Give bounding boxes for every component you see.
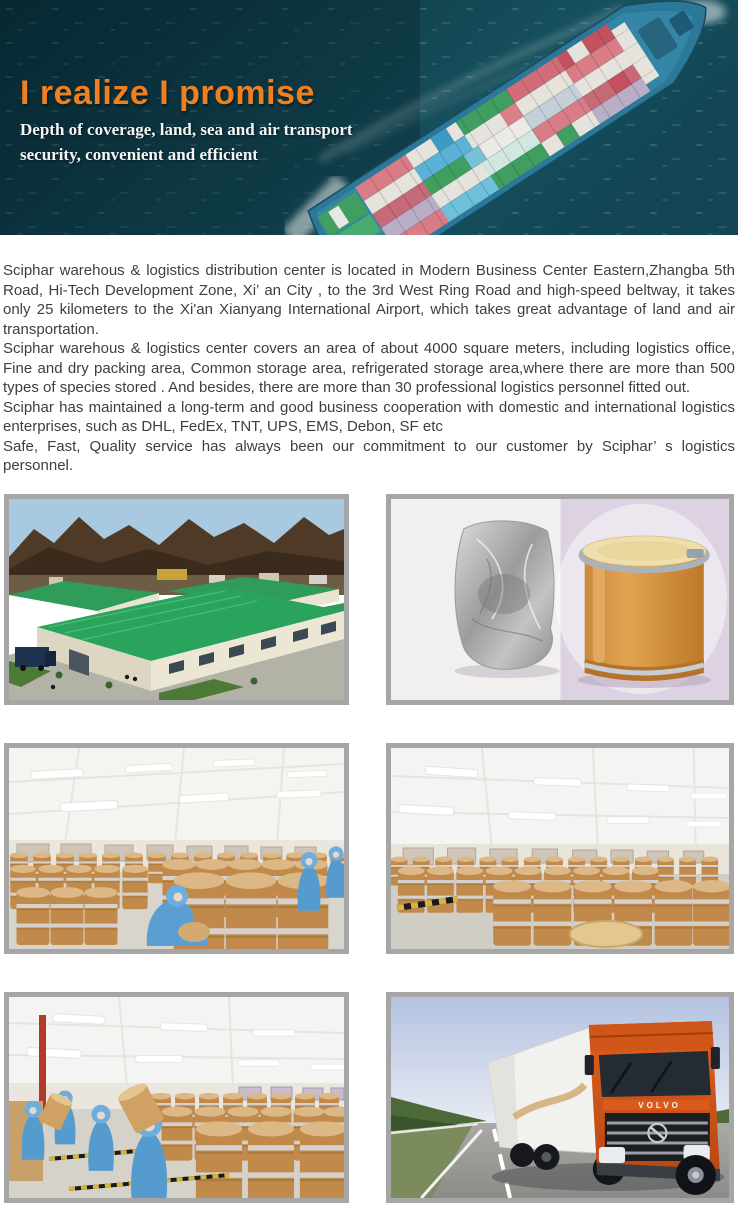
about-paragraph-1: Sciphar warehous & logistics distribution center is located in Modern Business Center Eastern,Zhangba 5th Road, Hi-Tech Development Zone, Xi’ an City , to the 3rd West Ring Road and high-speed beltway, it takes only 25 kilometers to the Xi'an Xianyang International Airport, which takes great advantage of land and air transportation. (3, 262, 735, 338)
about-text-section (0, 235, 738, 476)
warehouse-workers-photo (4, 743, 349, 954)
factory-campus-photo (4, 494, 349, 705)
hero-subtitle-line1: Depth of coverage, land, sea and air transport (20, 119, 353, 139)
about-paragraph-4: Safe, Fast, Quality service has always been our commitment to our customer by Sciphar’ s logistics personnel. (3, 437, 735, 474)
hero-banner (0, 0, 738, 235)
svg-text:VOLVO: VOLVO (638, 1100, 681, 1110)
hero-subtitle-line2: security, convenient and efficient (20, 145, 258, 165)
about-paragraph-2: Sciphar warehous & logistics center covers an area of about 4000 square meters, including logistics office, Fine and dry packing area, Common storage area, refrigerated storage area,where there are more than 500 types of species stored . And besides, there are more than 30 professional logistics personnel fitted out. (3, 340, 735, 396)
warehouse-loading-photo (4, 992, 349, 1203)
hero-subtitle (20, 117, 353, 168)
photo-gallery (4, 494, 734, 1203)
hero-title: I realize I promise (20, 74, 315, 112)
product-packaging-photo (386, 494, 734, 705)
logistics-truck-photo (386, 992, 734, 1203)
about-paragraph-3: Sciphar has maintained a long-term and good business cooperation with domestic and international logistics enterprises, such as DHL, FedEx, TNT, UPS, EMS, Debon, SF etc (3, 398, 735, 435)
warehouse-drum-rows-photo (386, 743, 734, 954)
hero-text-block (20, 76, 353, 168)
